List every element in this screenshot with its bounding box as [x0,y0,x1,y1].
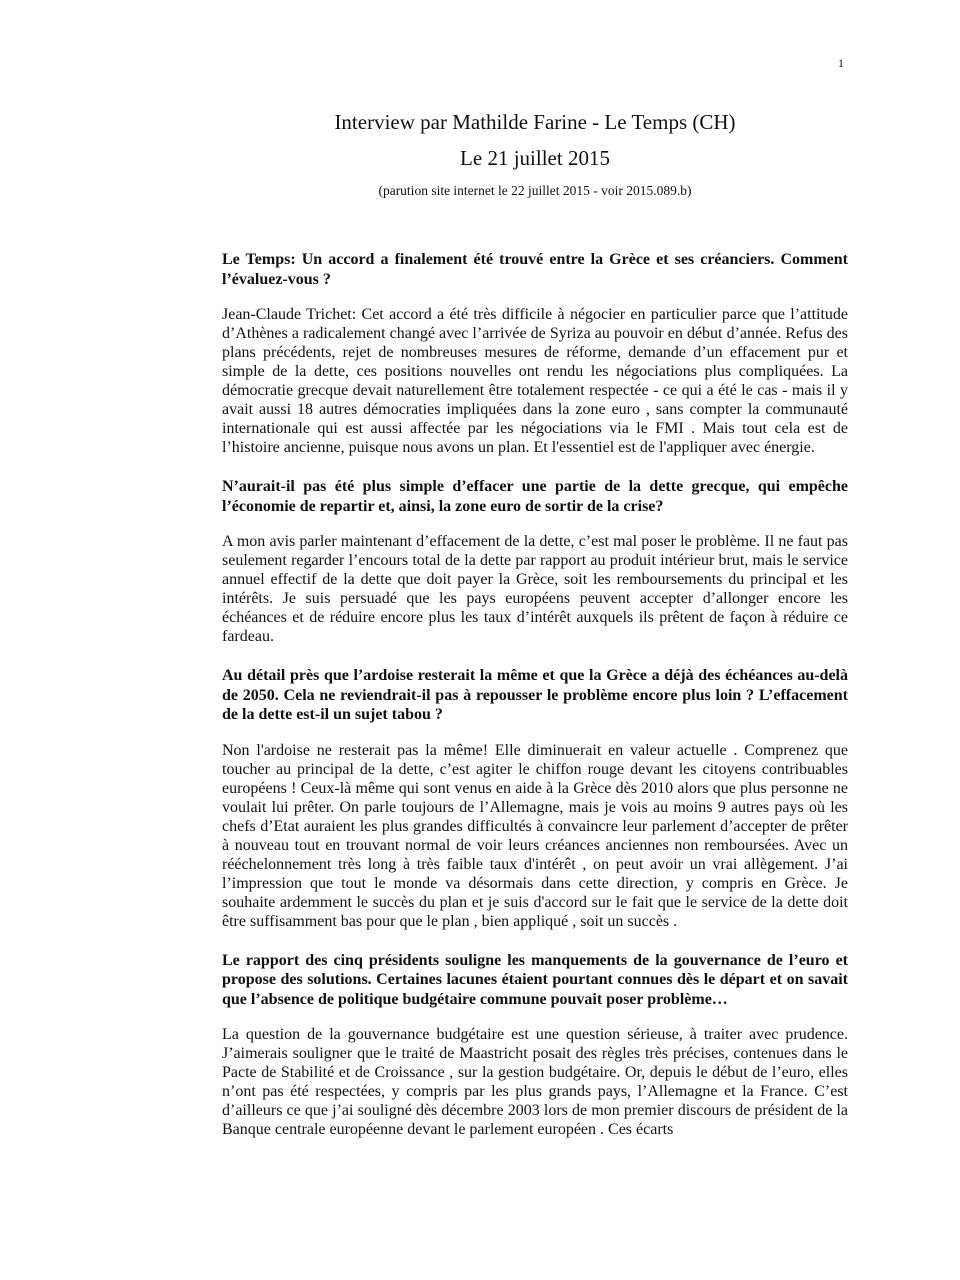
document-date: Le 21 juillet 2015 [460,146,610,170]
interview-question: Au détail près que l’ardoise resterait la même et que la Grèce a déjà des échéances au-delà de 2050. Cela ne reviendrait-il pas à repousser le problème encore plus loin ? L’effacement de la dette est-il un sujet tabou ? [222,667,848,723]
interview-answer: Jean-Claude Trichet: Cet accord a été très difficile à négocier en particulier parce que l’attitude d’Athènes a radicalement changé avec l’arrivée de Syriza au pouvoir en début d’année. Refus des plans précédents, rejet de nombreuses mesures de réforme, demande d’un effacement pur et simple de la dette, ces positions nouvelles ont rendu les négociations plus compliquées. La démocratie grecque devait naturellement être totalement respectée - ce qui a été le cas - mais il y avait aussi 18 autres démocraties impliquées dans la zone euro , sans compter la communauté internationale qui est aussi affectée par les négociations via le FMI . Mais tout cela est de l’histoire ancienne, puisque nous avons un plan. Et l'essentiel est de l'appliquer avec énergie. [222,306,848,456]
interview-answer: La question de la gouvernance budgétaire est une question sérieuse, à traiter avec prudence. J’aimerais souligner que le traité de Maastricht posait des règles très précises, contenues dans le Pacte de Stabilité et de Croissance , sur la gestion budgétaire. Or, depuis le début de l’euro, elles n’ont pas été respectées, y compris par les plus grands pays, l’Allemagne et la France. C’est d’ailleurs ce que j’ai souligné dès décembre 2003 lors de mon premier discours de président de la Banque centrale européenne devant le parlement européen . Ces écarts [222,1026,848,1138]
publication-note: (parution site internet le 22 juillet 2015 - voir 2015.089.b) [378,183,692,198]
document-header [222,108,848,200]
interview-body [222,250,848,1159]
interview-question: Le rapport des cinq présidents souligne les manquements de la gouvernance de l’euro et propose des solutions. Certaines lacunes étaient pourtant connues dès le départ et on savait que l’absence de politique budgétaire commune pouvait poser problème… [222,951,848,1008]
interview-question: N’aurait-il pas été plus simple d’effacer une partie de la dette grecque, qui empêche l’économie de repartir et, ainsi, la zone euro de sortir de la crise? [222,478,848,515]
interview-answer: Non l'ardoise ne resterait pas la même! Elle diminuerait en valeur actuelle . Comprenez que toucher au principal de la dette, c’est agiter le chiffon rouge devant les citoyens contribuables européens ! Ceux-là même qui sont venus en aide à la Grèce dès 2010 alors que plus personne ne voulait lui prêter. On parle toujours de l’Allemagne, mais je vois au moins 9 autres pays où les chefs d’Etat auraient les plus grandes difficultés à convaincre leur parlement d’accepter de prêter à nouveau tout en trouvant normal de voir leurs créances anciennes non remboursées. Avec un rééchelonnement très long à très faible taux d'intérêt , on peut avoir un vrai allègement. J’ai l’impression que tout le monde va désormais dans cette direction, y compris en Grèce. Je souhaite ardemment le succès du plan et je suis d'accord sur le fait que le service de la dette doit être suffisamment bas pour que le plan , bien appliqué , soit un succès . [222,741,848,930]
interview-question: Le Temps: Un accord a finalement été trouvé entre la Grèce et ses créanciers. Comment l’évaluez-vous ? [222,251,848,288]
interview-answer: A mon avis parler maintenant d’effacement de la dette, c’est mal poser le problème. Il ne faut pas seulement regarder l’encours total de la dette par rapport au produit intérieur brut, mais le service annuel effectif de la dette que doit payer la Grèce, soit les remboursements du principal et les intérêts. Je suis persuadé que les pays européens peuvent accepter d’allonger encore les échéances et de réduire encore plus les taux d’intérêt auxquels ils prêtent de façon à réduire ce fardeau. [222,533,848,645]
document-title: Interview par Mathilde Farine - Le Temps (CH) [334,110,736,134]
page-number: 1 [838,56,844,70]
